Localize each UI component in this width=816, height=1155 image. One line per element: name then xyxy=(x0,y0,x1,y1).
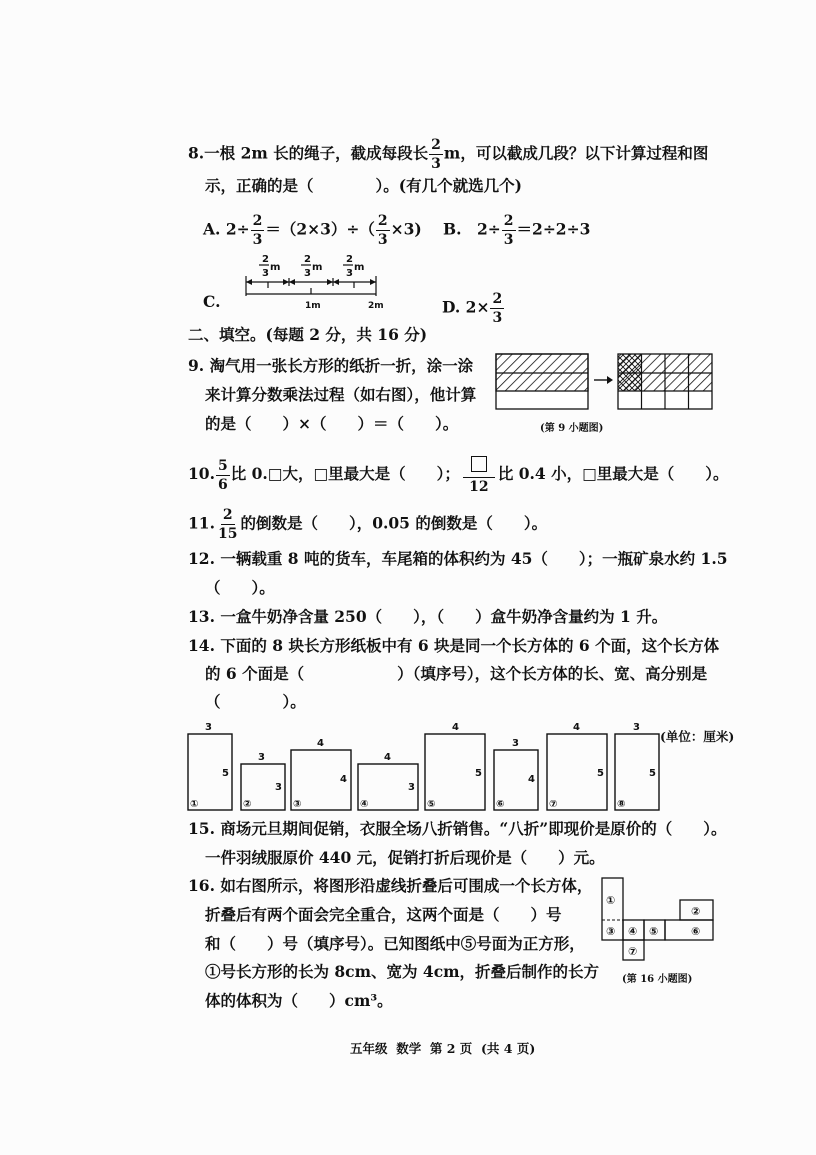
q16-line3: 和（ ）号（填序号）。已知图纸中⑤号面为正方形， xyxy=(205,934,585,953)
section-title: 二、填空。(每题 2 分，共 16 分) xyxy=(188,325,428,344)
cell-3: ③ xyxy=(606,925,616,938)
q10-frac1 xyxy=(216,459,230,492)
q8-optA-text2: ＝（2×3）÷（ xyxy=(265,219,375,239)
board-6-id: ⑥ xyxy=(496,799,505,810)
q8-option-b xyxy=(443,214,590,247)
board-6-h: 4 xyxy=(528,774,535,785)
q8-ruler-diagram xyxy=(238,252,388,314)
q15-line1: 15. 商场元旦期间促销，衣服全场八折销售。“八折”即现价是原价的（ ）。 xyxy=(188,819,727,838)
q8-text-b: m，可以截成几段？以下计算过程和图 xyxy=(443,143,709,163)
q8-optA-frac2 xyxy=(376,214,390,247)
q16-line1: 16. 如右图所示，将图形沿虚线折叠后可围成一个长方体， xyxy=(188,876,593,895)
q11-frac xyxy=(216,508,239,541)
tick-2m: 2m xyxy=(368,301,384,311)
board-8-id: ⑧ xyxy=(617,799,626,810)
q8-text-a: 8.一根 2m 长的绳子，截成每段长 xyxy=(188,143,429,163)
board-5-id: ⑤ xyxy=(427,799,436,810)
frac-den: 3 xyxy=(377,232,388,248)
cell-7: ⑦ xyxy=(628,945,638,958)
q10-text-b: 比 0.4 小，□里最大是（ ）。 xyxy=(497,464,729,483)
cell-1: ① xyxy=(606,894,616,907)
q11-text: 的倒数是（ ），0.05 的倒数是（ ）。 xyxy=(240,513,548,533)
q12-line1: 12. 一辆载重 8 吨的货车，车尾箱的体积约为 45（ ）；一瓶矿泉水约 1.5 xyxy=(188,549,728,568)
q12-line2: （ ）。 xyxy=(205,578,275,597)
seg2-unit: m xyxy=(312,262,323,273)
q10-frac2 xyxy=(463,456,495,494)
q8-optA-text1: A. 2÷ xyxy=(203,219,250,239)
q8-optB-text2: ＝2÷2÷3 xyxy=(516,219,591,239)
q8-line1 xyxy=(188,138,708,171)
q11-line xyxy=(188,508,547,541)
q8-option-c-label: C. xyxy=(203,292,221,311)
q14-line3: （ ）。 xyxy=(205,692,306,711)
q8-optD-frac xyxy=(490,292,504,325)
frac-den: 15 xyxy=(217,526,238,542)
q10-number: 10. xyxy=(188,464,215,483)
frac-den: 6 xyxy=(217,476,228,493)
q13-line1: 13. 一盒牛奶净含量 250（ ），（ ）盒牛奶净含量约为 1 升。 xyxy=(188,607,668,626)
board-2-id: ② xyxy=(243,799,252,810)
board-8-w: 3 xyxy=(633,722,640,733)
q16-line2: 折叠后有两个面会完全重合，这两个面是（ ）号 xyxy=(205,905,562,924)
frac-num: 2 xyxy=(503,213,514,229)
cell-4: ④ xyxy=(628,925,638,938)
q14-line1: 14. 下面的 8 块长方形纸板中有 6 块是同一个长方体的 6 个面，这个长方体 xyxy=(188,636,720,655)
q8-fraction xyxy=(429,138,443,171)
board-5-h: 5 xyxy=(475,768,482,779)
board-1-h: 5 xyxy=(222,768,229,779)
q16-line5: 体的体积为（ ）cm³。 xyxy=(205,991,393,1010)
frac-den: 12 xyxy=(469,479,489,495)
seg3-den: 3 xyxy=(346,268,353,279)
seg1-unit: m xyxy=(270,262,281,273)
q9-line3: 的是（ ）×（ ）＝（ ）。 xyxy=(205,414,459,433)
seg1-den: 3 xyxy=(262,268,269,279)
board-8-h: 5 xyxy=(649,768,656,779)
q9-diagram xyxy=(494,352,716,414)
board-4-id: ④ xyxy=(360,799,369,810)
seg2-num: 2 xyxy=(304,254,311,265)
board-7-id: ⑦ xyxy=(549,799,558,810)
board-5-w: 4 xyxy=(452,722,459,733)
q8-option-a xyxy=(203,214,422,247)
seg2-den: 3 xyxy=(304,268,311,279)
board-3-id: ③ xyxy=(293,799,302,810)
q8-line2: 示，正确的是（ ）。(有几个就选几个) xyxy=(205,176,522,195)
board-4-w: 4 xyxy=(384,752,391,763)
q14-boards xyxy=(182,718,662,814)
q8-option-d xyxy=(442,292,505,325)
cell-6: ⑥ xyxy=(691,925,701,938)
q9-line1: 9. 淘气用一张长方形的纸折一折，涂一涂 xyxy=(188,356,474,375)
board-3-w: 4 xyxy=(317,738,324,749)
q8-optA-frac1 xyxy=(251,214,265,247)
board-6-w: 3 xyxy=(512,738,519,749)
q9-caption: (第 9 小题图) xyxy=(540,423,604,434)
q9-line2: 来计算分数乘法过程（如右图），他计算 xyxy=(205,385,477,404)
frac-num: 2 xyxy=(222,507,233,523)
q8-optA-text3: ×3) xyxy=(390,219,422,239)
q10-line xyxy=(188,456,729,494)
board-1-id: ① xyxy=(190,799,199,810)
q16-caption: (第 16 小题图) xyxy=(622,974,693,985)
frac-num: 2 xyxy=(252,213,263,229)
page-footer: 五年级 数学 第 2 页 (共 4 页) xyxy=(350,1041,536,1056)
q8-optB-text1: B. 2÷ xyxy=(443,219,501,239)
seg3-num: 2 xyxy=(346,254,353,265)
q14-line2: 的 6 个面是（ ）（填序号），这个长方体的长、宽、高分别是 xyxy=(205,664,708,683)
frac-num: 2 xyxy=(492,291,503,307)
frac-den: 3 xyxy=(503,232,514,248)
frac-den: 3 xyxy=(492,310,503,326)
q14-unit: (单位：厘米) xyxy=(660,729,735,744)
board-7-w: 4 xyxy=(573,722,580,733)
board-3-h: 4 xyxy=(340,774,347,785)
q10-text-a: 比 0.□大，□里最大是（ ）； xyxy=(230,464,460,483)
q8-optD-text: D. 2× xyxy=(442,297,490,317)
q11-number: 11. xyxy=(188,513,215,533)
tick-1m: 1m xyxy=(305,301,321,311)
q8-optB-frac xyxy=(502,214,516,247)
frac-den: 3 xyxy=(252,232,263,248)
board-1-w: 3 xyxy=(205,722,212,733)
blank-box xyxy=(471,456,487,472)
board-7-h: 5 xyxy=(597,768,604,779)
board-2-h: 3 xyxy=(275,782,282,793)
q15-line2: 一件羽绒服原价 440 元，促销打折后现价是（ ）元。 xyxy=(205,848,605,867)
board-4-h: 3 xyxy=(408,782,415,793)
seg3-unit: m xyxy=(354,262,365,273)
q8-frac-num: 2 xyxy=(431,137,441,153)
q16-line4: ①号长方形的长为 8cm、宽为 4cm，折叠后制作的长方 xyxy=(205,962,600,981)
cell-5: ⑤ xyxy=(649,925,659,938)
seg1-num: 2 xyxy=(262,254,269,265)
board-2-w: 3 xyxy=(258,752,265,763)
cell-2: ② xyxy=(691,905,701,918)
frac-num: 2 xyxy=(377,213,388,229)
q16-net-diagram xyxy=(600,876,716,966)
q8-frac-den: 3 xyxy=(431,156,441,172)
frac-num: 5 xyxy=(217,457,228,474)
frac-num-box xyxy=(463,456,495,478)
